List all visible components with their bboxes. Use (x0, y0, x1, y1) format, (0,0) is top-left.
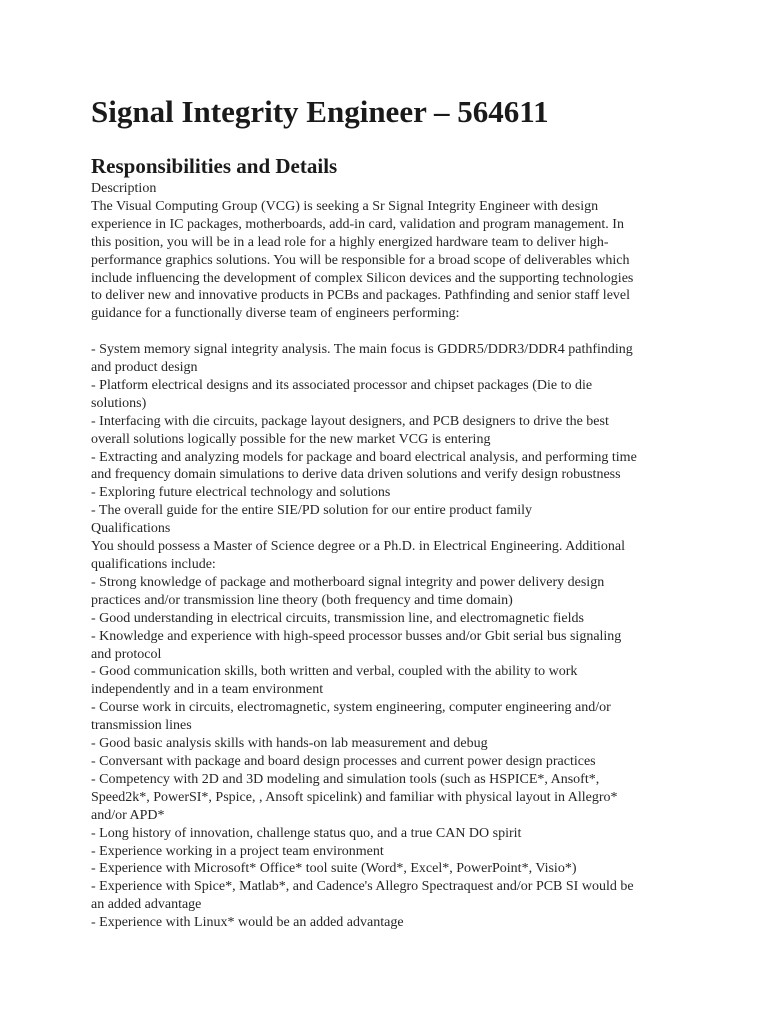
description-line: to deliver new and innovative products in PCBs and packages. Pathfinding and senior staff level (91, 288, 631, 304)
qualification-line: transmission lines (91, 718, 192, 734)
responsibilities-list (91, 341, 708, 520)
description-line: performance graphics solutions. You will be responsible for a broad scope of deliverables which (91, 252, 630, 268)
qualification-line: - Good communication skills, both written and verbal, coupled with the ability to work (91, 664, 578, 680)
responsibility-line: solutions) (91, 395, 147, 411)
paragraph-spacer (91, 323, 708, 341)
qualification-line: - Strong knowledge of package and motherboard signal integrity and power delivery design (91, 574, 605, 590)
qualification-line: qualifications include: (91, 557, 216, 573)
qualification-line: - Experience working in a project team environment (91, 843, 384, 859)
qualification-line: - Good understanding in electrical circuits, transmission line, and electromagnetic fields (91, 610, 584, 626)
qualification-line: and/or APD* (91, 807, 165, 823)
responsibility-line: - Platform electrical designs and its associated processor and chipset packages (Die to die (91, 377, 593, 393)
qualification-line: practices and/or transmission line theory (both frequency and time domain) (91, 592, 513, 608)
qualification-line: - Course work in circuits, electromagnetic, system engineering, computer engineering and/or (91, 700, 611, 716)
qualification-line: - Experience with Linux* would be an added advantage (91, 915, 404, 931)
page-title: Signal Integrity Engineer – 564611 (91, 94, 549, 129)
qualification-line: - Long history of innovation, challenge status quo, and a true CAN DO spirit (91, 825, 522, 841)
qualification-line: - Good basic analysis skills with hands-on lab measurement and debug (91, 736, 488, 752)
responsibility-line: overall solutions logically possible for the new market VCG is entering (91, 431, 491, 447)
qualifications-label: Qualifications (91, 521, 171, 537)
description-line: this position, you will be in a lead role for a highly energized hardware team to deliver high- (91, 234, 609, 250)
responsibility-line: - Exploring future electrical technology and solutions (91, 485, 391, 501)
qualifications-list (91, 538, 708, 932)
description-line: experience in IC packages, motherboards, add-in card, validation and program management. In (91, 216, 624, 232)
responsibility-line: - Extracting and analyzing models for package and board electrical analysis, and performing time (91, 449, 637, 465)
description-line: include influencing the development of complex Silicon devices and the supporting technologies (91, 270, 634, 286)
description-line: guidance for a functionally diverse team of engineers performing: (91, 306, 460, 322)
qualification-line: - Knowledge and experience with high-speed processor busses and/or Gbit serial bus signaling (91, 628, 622, 644)
qualification-line: You should possess a Master of Science degree or a Ph.D. in Electrical Engineering. Additional (91, 539, 625, 555)
qualification-line: - Experience with Spice*, Matlab*, and Cadence's Allegro Spectraquest and/or PCB SI would be (91, 879, 634, 895)
qualification-line: and protocol (91, 646, 162, 662)
qualification-line: Speed2k*, PowerSI*, Pspice, , Ansoft spicelink) and familiar with physical layout in Allegro* (91, 789, 618, 805)
document-body (91, 180, 708, 932)
section-heading: Responsibilities and Details (91, 154, 338, 178)
qualification-line: independently and in a team environment (91, 682, 324, 698)
qualification-line: - Competency with 2D and 3D modeling and simulation tools (such as HSPICE*, Ansoft*, (91, 771, 600, 787)
responsibility-line: and frequency domain simulations to derive data driven solutions and verify design robustness (91, 467, 621, 483)
responsibility-line: - The overall guide for the entire SIE/PD solution for our entire product family (91, 503, 533, 519)
description-label: Description (91, 181, 157, 196)
qualification-line: - Conversant with package and board design processes and current power design practices (91, 753, 596, 769)
responsibility-line: and product design (91, 360, 198, 376)
responsibility-line: - System memory signal integrity analysis. The main focus is GDDR5/DDR3/DDR4 pathfinding (91, 342, 633, 358)
qualification-line: - Experience with Microsoft* Office* tool suite (Word*, Excel*, PowerPoint*, Visio*) (91, 861, 577, 877)
description-line: The Visual Computing Group (VCG) is seeking a Sr Signal Integrity Engineer with design (91, 198, 599, 214)
qualification-line: an added advantage (91, 897, 202, 913)
description-paragraph (91, 198, 708, 323)
responsibility-line: - Interfacing with die circuits, package layout designers, and PCB designers to drive the best (91, 413, 609, 429)
